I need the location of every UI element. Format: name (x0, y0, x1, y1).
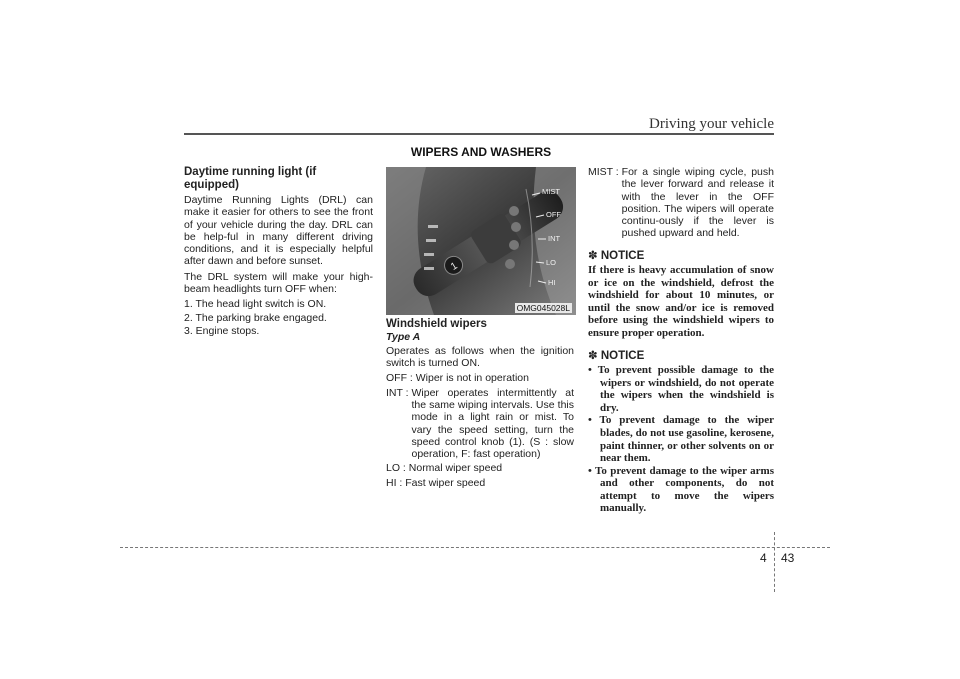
figure-label-lo: LO (546, 258, 557, 267)
running-header: Driving your vehicle (649, 116, 774, 132)
wiper-lever-illustration (386, 167, 576, 315)
drl-paragraph-1: Daytime Running Lights (DRL) can make it easier for others to see the front of your vehicle during the day. DRL can be help-ful in many different driving conditions, and it is especially helpful after dawn and before sunset. (184, 194, 373, 268)
mode-term: OFF : (386, 372, 416, 385)
mode-term: LO : (386, 462, 409, 475)
chapter-number: 4 (760, 551, 767, 565)
page-number: 43 (781, 551, 795, 565)
wipers-type: Type A (386, 330, 421, 343)
figure-label-int: INT (548, 234, 561, 243)
section-title: WIPERS AND WASHERS (410, 145, 552, 159)
mode-definition: Normal wiper speed (408, 462, 503, 475)
mode-definition: Fast wiper speed (405, 476, 486, 489)
mist-mode (588, 166, 774, 240)
header-rule (184, 133, 774, 135)
wiper-mode (386, 462, 574, 474)
wiper-mode (386, 372, 574, 384)
drl-item: 1. The head light switch is ON. (184, 298, 327, 311)
footer-divider (774, 532, 775, 592)
wiper-mode (386, 477, 574, 489)
notice-bullet: • To prevent damage to the wiper arms and other components, do not attempt to move the wipers manually. (588, 464, 774, 515)
mode-definition: For a single wiping cycle, push the lever forward and release it with the lever in the OFF position. The wipers will operate continu-ously if the lever is pushed upward and held. (621, 166, 774, 240)
wiper-mode (386, 387, 574, 461)
mode-definition: Wiper is not in operation (415, 372, 529, 385)
drl-item: 3. Engine stops. (184, 324, 260, 337)
notice-bullet: • To prevent possible damage to the wipers or windshield, do not operate the wipers when the windshield is dry. (588, 363, 774, 414)
drl-column (184, 166, 373, 338)
wiper-lever-figure (386, 167, 576, 315)
footer-rule (120, 547, 830, 548)
svg-text:1: 1 (449, 260, 460, 273)
mode-term: HI : (386, 476, 406, 489)
wipers-heading: Windshield wipers (386, 318, 487, 330)
figure-label-off: OFF (546, 210, 561, 219)
mode-definition: Wiper operates intermittently at the same wiping intervals. Use this mode in a light rain or mist. To vary the speed setting, turn the speed control knob (1). (S : slow operation, F: fast operation) (411, 386, 574, 461)
figure-label-mist: MIST (542, 187, 560, 196)
figure-caption: OMG045028L (516, 303, 570, 313)
notice-title: ✽ NOTICE (588, 349, 645, 362)
notice-text: If there is heavy accumulation of snow or ice on the windshield, defrost the windshield for about 10 minutes, or until the snow and/or ice is removed before using the windshield wipers to ensure proper operation. (588, 264, 774, 340)
wipers-intro: Operates as follows when the ignition switch is turned ON. (386, 344, 574, 370)
wipers-column (386, 318, 574, 491)
drl-paragraph-2: The DRL system will make your high-beam headlights turn OFF when: (184, 270, 373, 296)
figure-label-hi: HI (548, 278, 556, 287)
drl-item: 2. The parking brake engaged. (184, 311, 327, 324)
notice-bullet-list (588, 364, 774, 515)
mode-term: MIST : (588, 166, 622, 178)
notice-title: ✽ NOTICE (588, 249, 645, 262)
notice-bullet: • To prevent damage to the wiper blades, do not use gasoline, kerosene, paint thinner, or other solvents on or near them. (588, 414, 774, 465)
mode-term: INT : (386, 386, 412, 399)
drl-heading: Daytime running light (if equipped) (184, 166, 317, 191)
notices-column (588, 166, 774, 515)
wiper-modes-list (386, 372, 574, 489)
